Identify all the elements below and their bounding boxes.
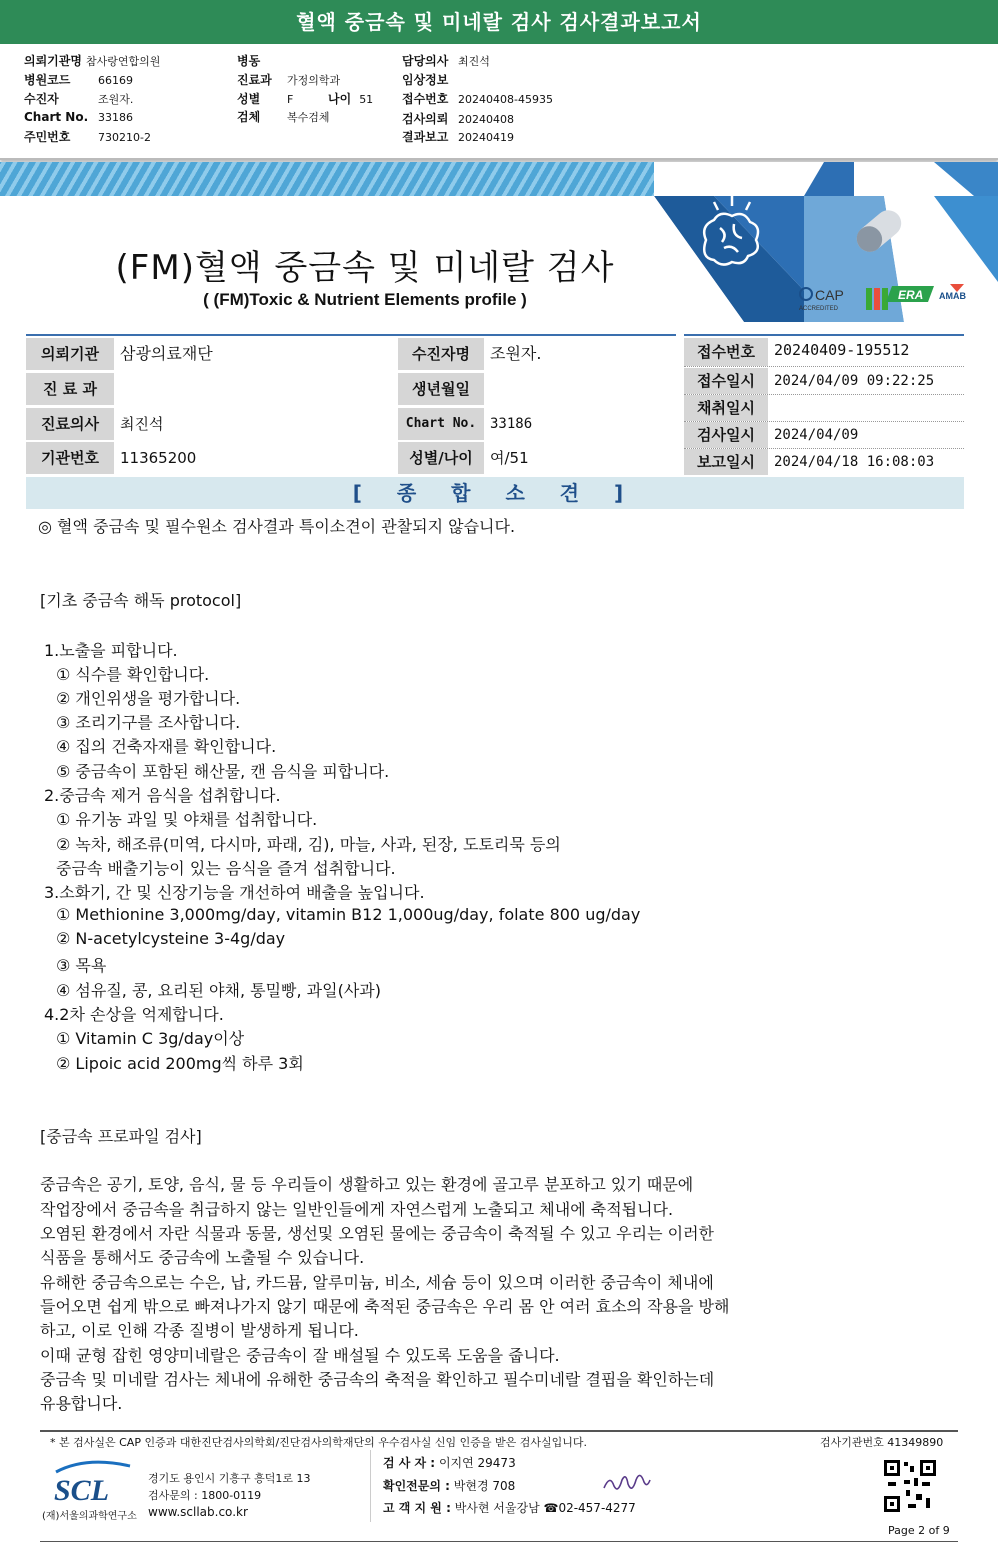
lab-inquiry-phone: 검사문의 : 1800-0119: [148, 1489, 262, 1502]
page-subtitle: ( (FM)Toxic & Nutrient Elements profile ): [203, 290, 527, 309]
value-department: [114, 373, 396, 405]
value-report-datetime: 2024/04/18 16:08:03: [774, 454, 935, 470]
consultant-row: 확인전문의 : 박현경 708: [383, 1479, 516, 1493]
label-doctor: 진료의사: [26, 408, 114, 440]
info-doctor: 담당의사 최진석: [402, 54, 490, 68]
label-test-date: 검사일시: [684, 422, 768, 448]
protocol-item: 3.소화기, 간 및 신장기능을 개선하여 배출을 높입니다.: [44, 883, 425, 902]
label-patient-name: 수진자명: [398, 338, 484, 370]
info-ward: 병동: [237, 54, 261, 68]
label-collection-datetime: 채취일시: [684, 395, 768, 421]
section-heading: [기초 중금속 해독 protocol]: [40, 591, 242, 610]
section-heading: [중금속 프로파일 검사]: [40, 1127, 202, 1146]
label-sex-age: 성별/나이: [398, 442, 484, 474]
label-receipt-no: 접수번호: [684, 338, 768, 366]
value-chart-no: 33186: [490, 416, 533, 432]
value-receipt-datetime: 2024/04/09 09:22:25: [774, 373, 935, 389]
svg-text:CAP: CAP: [815, 287, 844, 303]
protocol-subitem: ④ 집의 건축자재를 확인합니다.: [56, 737, 277, 756]
era-logo: [886, 286, 934, 302]
value-institution-no: 11365200: [120, 449, 197, 467]
profile-paragraph-line: 들어오면 쉽게 밖으로 빠져나가지 않기 때문에 축적된 중금속은 우리 몸 안 여러 효소의 작용을 방해: [40, 1297, 730, 1316]
lab-certification-logo: [866, 288, 888, 310]
info-report-date: 결과보고 20240419: [402, 130, 514, 144]
info-patient: 수진자 조원자.: [24, 92, 134, 106]
info-request-date: 검사의뢰 20240408: [402, 112, 514, 126]
protocol-subitem: 중금속 배출기능이 있는 음식을 즐겨 섭취합니다.: [56, 859, 396, 878]
info-resident-no: 주민번호 730210-2: [24, 130, 151, 144]
profile-paragraph-line: 이때 균형 잡힌 영양미네랄은 중금속이 잘 배설될 수 있도록 도움을 줍니다.: [40, 1346, 560, 1365]
protocol-subitem: ④ 섬유질, 콩, 요리된 야채, 통밀빵, 과일(사과): [56, 981, 381, 1000]
protocol-subitem: ③ 목욕: [56, 956, 107, 975]
profile-paragraph-line: 중금속 및 미네랄 검사는 체내에 유해한 중금속의 축적을 확인하고 필수미네랄 결핍을 확인하는데: [40, 1370, 715, 1389]
row-divider: [684, 366, 964, 367]
label-birth-date: 생년월일: [398, 373, 484, 405]
protocol-subitem: ① 식수를 확인합니다.: [56, 665, 210, 684]
accreditation-note: * 본 검사실은 CAP 인증과 대한진단검사의학회/진단검사의학재단의 우수검사실 신임 인증을 받은 검사실입니다.: [50, 1436, 588, 1449]
report-title: 혈액 중금속 및 미네랄 검사 검사결과보고서: [296, 10, 702, 34]
value-doctor: 최진석: [120, 415, 164, 433]
protocol-item: 4.2차 손상을 억제합니다.: [44, 1005, 224, 1024]
summary-header: [ 종 합 소 견 ]: [26, 477, 964, 509]
label-chart-no: Chart No.: [398, 408, 484, 440]
protocol-subitem: ② N-acetylcysteine 3-4g/day: [56, 929, 286, 948]
value-receipt-no: 20240409-195512: [774, 341, 910, 359]
protocol-subitem: ② 녹차, 해조류(미역, 다시마, 파래, 김), 마늘, 사과, 된장, 도토리묵 등의: [56, 835, 561, 854]
value-birth-date: [484, 373, 676, 405]
value-test-date: 2024/04/09: [774, 427, 859, 443]
protocol-subitem: ① Methionine 3,000mg/day, vitamin B12 1,000ug/day, folate 800 ug/day: [56, 905, 641, 924]
qr-code-icon: [882, 1458, 938, 1514]
protocol-subitem: ⑤ 중금속이 포함된 해산물, 캔 음식을 피합니다.: [56, 762, 390, 781]
report-title-bar: [0, 0, 998, 44]
protocol-subitem: ① 유기농 과일 및 야채를 섭취합니다.: [56, 810, 318, 829]
page-number: Page 2 of 9: [888, 1524, 950, 1537]
profile-paragraph-line: 하고, 이로 인해 각종 질병이 발생하게 됩니다.: [40, 1321, 359, 1340]
value-sex-age: 여/51: [490, 449, 529, 467]
value-patient-name: 조원자.: [490, 344, 542, 363]
info-clinical: 임상정보: [402, 73, 449, 87]
info-referral-org: 의뢰기관명 참사랑연합의원: [24, 54, 161, 68]
info-age: 나이 51: [328, 92, 374, 106]
profile-paragraph-line: 유해한 중금속으로는 수은, 납, 카드뮴, 알루미늄, 비소, 세슘 등이 있으며 이러한 중금속이 체내에: [40, 1273, 714, 1292]
signature-image: [600, 1470, 654, 1496]
info-chart-no: Chart No. 33186: [24, 110, 133, 124]
footer-bottom-rule: [40, 1541, 958, 1542]
protocol-subitem: ② 개인위생을 평가합니다.: [56, 689, 241, 708]
svg-text:ERA: ERA: [898, 288, 924, 302]
profile-paragraph-line: 중금속은 공기, 토양, 음식, 물 등 우리들이 생활하고 있는 환경에 골고루 분포하고 있기 때문에: [40, 1175, 694, 1194]
lab-address: 경기도 용인시 기흥구 흥덕1로 13: [148, 1472, 311, 1485]
label-receipt-datetime: 접수일시: [684, 368, 768, 394]
info-hospital-code: 병원코드 66169: [24, 73, 133, 87]
result-statement: ◎ 혈액 중금속 및 필수원소 검사결과 특이소견이 관찰되지 않습니다.: [38, 517, 516, 536]
label-report-datetime: 보고일시: [684, 449, 768, 475]
info-receipt-no: 접수번호 20240408-45935: [402, 92, 553, 106]
svg-text:AMAB: AMAB: [939, 291, 966, 301]
label-institution-no: 기관번호: [26, 442, 114, 474]
protocol-subitem: ① Vitamin C 3g/day이상: [56, 1029, 245, 1048]
protocol-subitem: ③ 조리기구를 조사합니다.: [56, 713, 241, 732]
info-specimen: 검체 복수검체: [237, 110, 330, 124]
value-collection-datetime: [768, 395, 964, 421]
label-referral-org: 의뢰기관: [26, 338, 114, 370]
scl-logo: [50, 1456, 134, 1506]
lab-institution-no: 검사기관번호 41349890: [820, 1436, 944, 1449]
value-referral-org: 삼광의료재단: [120, 344, 213, 363]
scl-org-name: (재)서울의과학연구소: [42, 1511, 137, 1522]
protocol-item: 2.중금속 제거 음식을 섭취합니다.: [44, 786, 281, 805]
protocol-item: 1.노출을 피합니다.: [44, 641, 178, 660]
examiner-row: 검 사 자 : 이지연 29473: [383, 1456, 516, 1470]
protocol-subitem: ② Lipoic acid 200mg씩 하루 3회: [56, 1054, 304, 1073]
profile-paragraph-line: 오염된 환경에서 자란 식물과 동물, 생선및 오염된 물에는 중금속이 축적될 수 있고 우리는 이러한: [40, 1224, 714, 1243]
svg-text:SCL: SCL: [54, 1474, 110, 1506]
profile-paragraph-line: 유용합니다.: [40, 1394, 123, 1413]
label-department: 진 료 과: [26, 373, 114, 405]
info-sex: 성별 F: [237, 92, 294, 106]
lab-website-link[interactable]: www.scllab.co.kr: [148, 1505, 248, 1519]
grid-top-rule-left: [26, 334, 676, 336]
svg-text:ACCREDITED: ACCREDITED: [799, 306, 839, 312]
support-row: 고 객 지 원 : 박사현 서울강남 ☎02-457-4277: [383, 1501, 636, 1515]
top-patient-info: [0, 44, 998, 160]
profile-paragraph-line: 식품을 통해서도 중금속에 노출될 수 있습니다.: [40, 1248, 365, 1267]
profile-paragraph-line: 작업장에서 중금속을 취급하지 않는 일반인들에게 자연스럽게 노출되고 체내에 축적됩니다.: [40, 1200, 674, 1219]
page-title: (FM)혈액 중금속 및 미네랄 검사: [115, 248, 615, 288]
footer-rule: [40, 1430, 958, 1432]
info-department: 진료과 가정의학과: [237, 73, 341, 87]
